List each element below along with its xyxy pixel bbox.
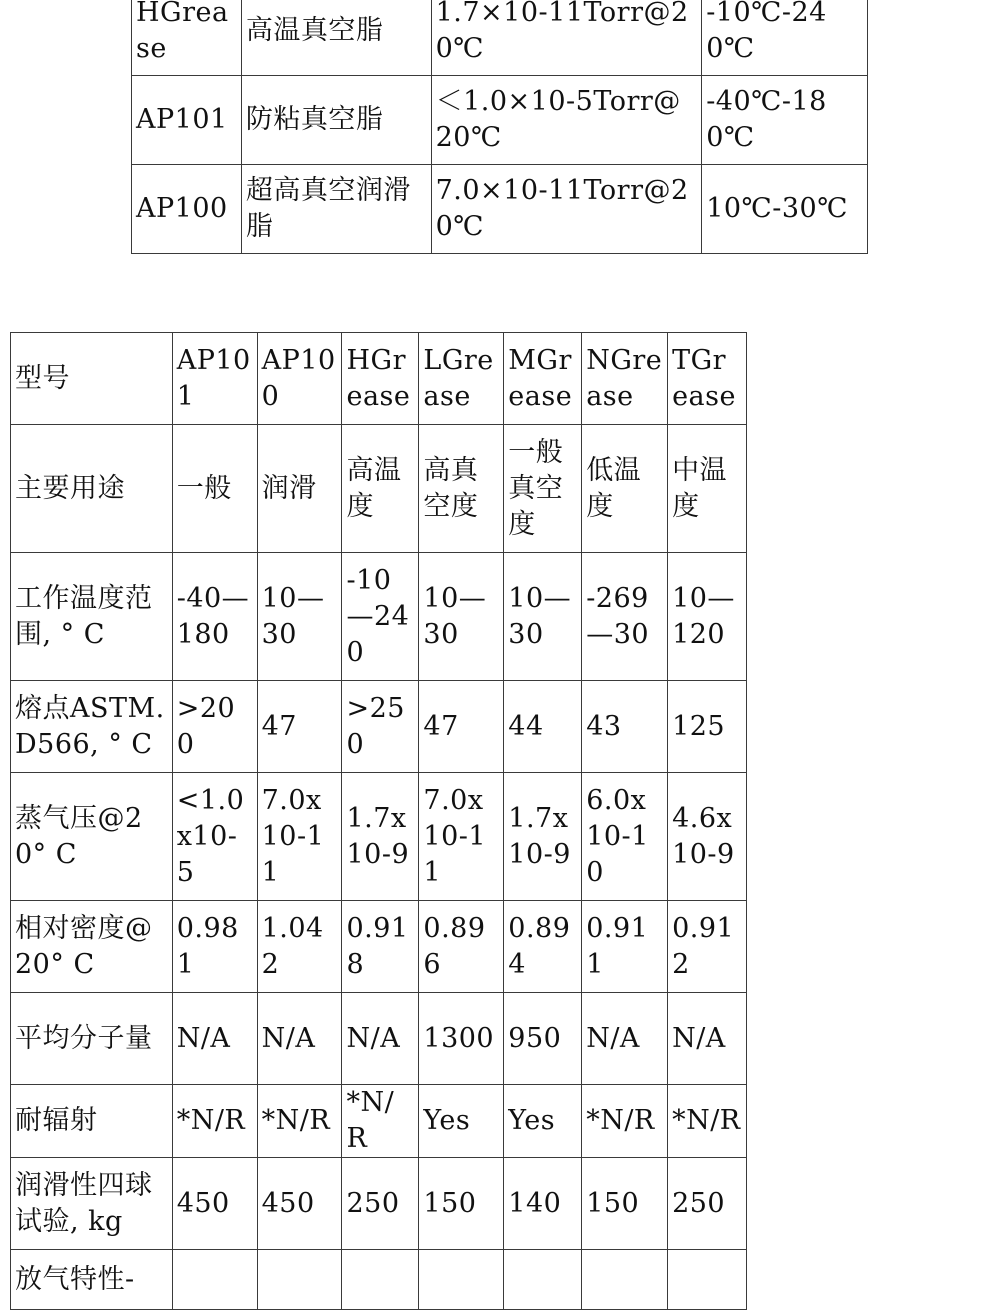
header-cell: AP100: [257, 333, 342, 425]
table-cell: N/A: [582, 993, 668, 1085]
header-cell: 型号: [11, 333, 173, 425]
table-cell: 高温真空脂: [241, 0, 431, 76]
table-cell: 高真空度: [419, 425, 504, 553]
table-cell: N/A: [257, 993, 342, 1085]
table-cell: 10—30: [504, 553, 582, 681]
header-cell: AP101: [172, 333, 257, 425]
table-row: [11, 425, 747, 553]
table-cell: 450: [257, 1158, 342, 1250]
table-row: [11, 1158, 747, 1250]
table-cell: 140: [504, 1158, 582, 1250]
table-cell: *N/R: [257, 1085, 342, 1158]
table-cell: >250: [342, 681, 419, 773]
table-cell: 1.7x10-9: [504, 773, 582, 901]
table-cell: 0.918: [342, 901, 419, 993]
table-cell: *N/R: [342, 1085, 419, 1158]
header-cell: NGrease: [582, 333, 668, 425]
row-label-cell: 平均分子量: [11, 993, 173, 1085]
table-cell: *N/R: [668, 1085, 747, 1158]
table-row: [11, 681, 747, 773]
grease-summary-table: [131, 0, 868, 254]
grease-spec-table: [10, 332, 747, 1310]
table-cell: 一般: [172, 425, 257, 553]
table-cell: 44: [504, 681, 582, 773]
table-cell: 0.894: [504, 901, 582, 993]
table-cell: 7.0x10-11: [257, 773, 342, 901]
table-cell: HGrease: [132, 0, 242, 76]
table-cell: 一般真空度: [504, 425, 582, 553]
table-cell: 高温度: [342, 425, 419, 553]
table-header-row: [11, 333, 747, 425]
row-label-cell: 润滑性四球试验, kg: [11, 1158, 173, 1250]
table-row: [132, 0, 868, 76]
table-cell: 0.896: [419, 901, 504, 993]
header-cell: HGrease: [342, 333, 419, 425]
table-cell: N/A: [342, 993, 419, 1085]
table-cell: 4.6x10-9: [668, 773, 747, 901]
table-cell: 43: [582, 681, 668, 773]
table-cell: >200: [172, 681, 257, 773]
header-cell: MGrease: [504, 333, 582, 425]
table-cell: 10—30: [257, 553, 342, 681]
table-cell: N/A: [668, 993, 747, 1085]
table-cell: N/A: [172, 993, 257, 1085]
table-cell: -40—180: [172, 553, 257, 681]
table-row: [11, 553, 747, 681]
table-cell: 10—120: [668, 553, 747, 681]
table-cell: 10℃-30℃: [702, 165, 868, 254]
row-label-cell: 蒸气压@20° C: [11, 773, 173, 901]
table-cell: 150: [419, 1158, 504, 1250]
table-cell: 6.0x10-10: [582, 773, 668, 901]
table-cell: 中温度: [668, 425, 747, 553]
table-row: [132, 165, 868, 254]
table-cell: 450: [172, 1158, 257, 1250]
table-cell: 47: [419, 681, 504, 773]
table-cell: Yes: [504, 1085, 582, 1158]
table-row: [11, 993, 747, 1085]
row-label-cell: 熔点ASTM. D566, ° C: [11, 681, 173, 773]
table-cell: *N/R: [172, 1085, 257, 1158]
table-cell: 0.911: [582, 901, 668, 993]
table-cell: 低温度: [582, 425, 668, 553]
table-row: [11, 901, 747, 993]
row-label-cell: 相对密度@20° C: [11, 901, 173, 993]
table-cell: 1.7x10-9: [342, 773, 419, 901]
table-cell: ＜1.0×10-5Torr@20℃: [431, 76, 702, 165]
table-cell: 超高真空润滑脂: [241, 165, 431, 254]
row-label-cell: 耐辐射: [11, 1085, 173, 1158]
spec-table-body: [11, 333, 747, 1310]
table-row: [11, 1085, 747, 1158]
table-cell: 0.981: [172, 901, 257, 993]
table-row: [132, 76, 868, 165]
table-cell: -10℃-240℃: [702, 0, 868, 76]
header-cell: LGrease: [419, 333, 504, 425]
table-cell: *N/R: [582, 1085, 668, 1158]
table-cell: <1.0x10-5: [172, 773, 257, 901]
table-cell: 0.912: [668, 901, 747, 993]
table-cell: 150: [582, 1158, 668, 1250]
table-cell: 250: [342, 1158, 419, 1250]
table-cell: 1.042: [257, 901, 342, 993]
table-cell: AP101: [132, 76, 242, 165]
summary-table-body: [132, 0, 868, 254]
row-label-cell: 工作温度范围, ° C: [11, 553, 173, 681]
table-cell: 250: [668, 1158, 747, 1250]
table-cell: 7.0x10-11: [419, 773, 504, 901]
header-cell: TGrease: [668, 333, 747, 425]
table-cell: 950: [504, 993, 582, 1085]
table-cell: -269—30: [582, 553, 668, 681]
table-cell: Yes: [419, 1085, 504, 1158]
table-cell: -10—240: [342, 553, 419, 681]
table-cell: AP100: [132, 165, 242, 254]
table-row: [11, 773, 747, 901]
table-cell: 7.0×10-11Torr@20℃: [431, 165, 702, 254]
table-cell: 1300: [419, 993, 504, 1085]
table-cell: 1.7×10-11Torr@20℃: [431, 0, 702, 76]
table-cell: 防粘真空脂: [241, 76, 431, 165]
table-cell: 10—30: [419, 553, 504, 681]
row-label-cell: 放气特性-: [11, 1250, 173, 1310]
table-cell: -40℃-180℃: [702, 76, 868, 165]
table-cell: 47: [257, 681, 342, 773]
table-cell: 125: [668, 681, 747, 773]
table-cell: 润滑: [257, 425, 342, 553]
row-label-cell: 主要用途: [11, 425, 173, 553]
